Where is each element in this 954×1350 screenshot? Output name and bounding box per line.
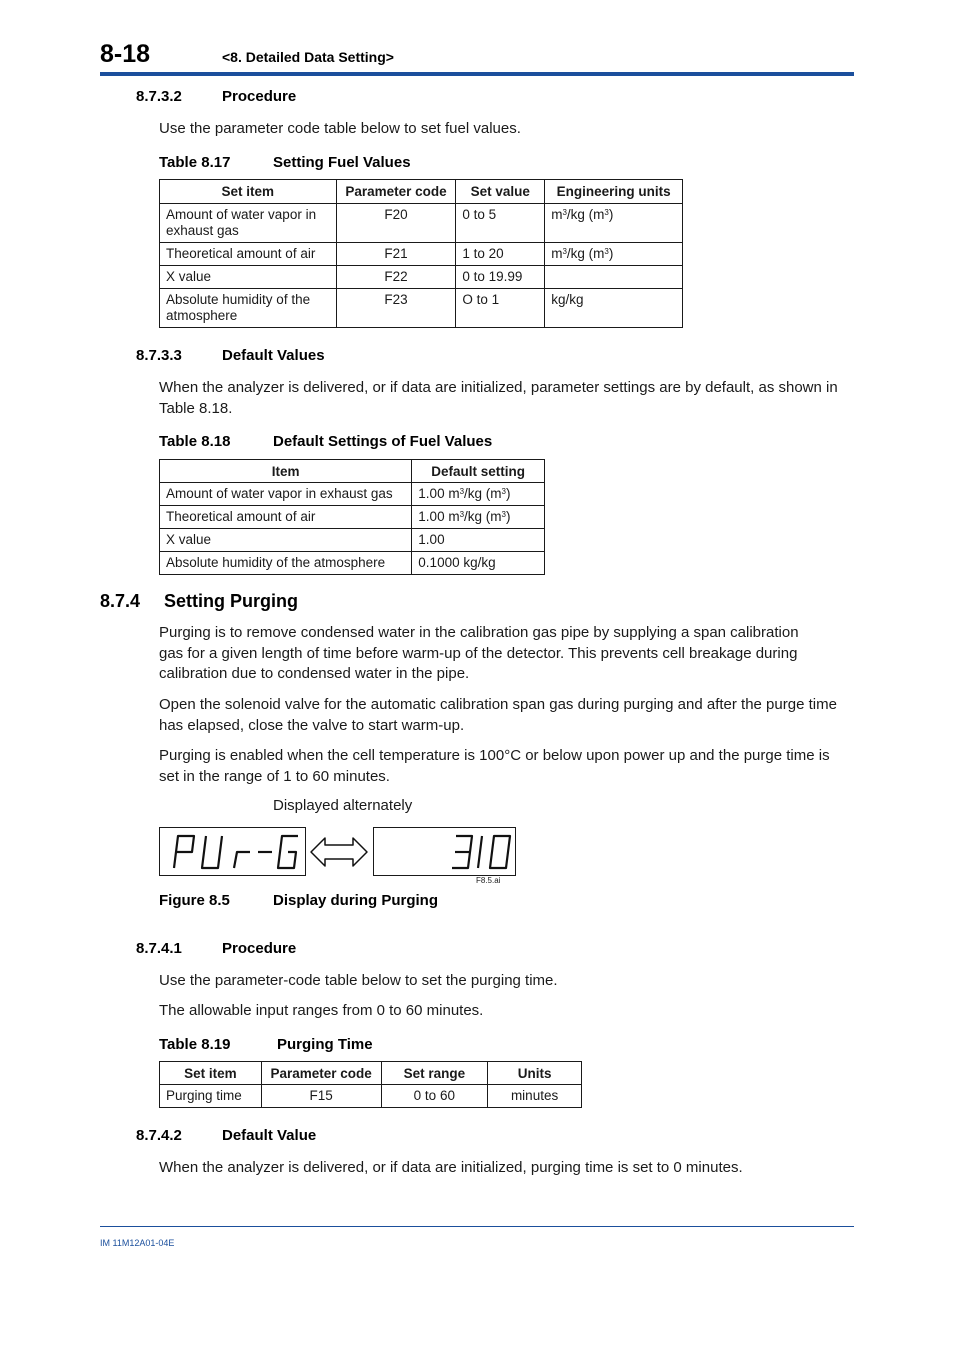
chapter-title: <8. Detailed Data Setting>	[222, 49, 394, 65]
table-row	[160, 289, 683, 328]
column-header: Parameter code	[336, 180, 456, 204]
cell-set-value: 0 to 5	[462, 207, 497, 222]
cell-units: kg/kg	[551, 292, 584, 307]
column-header: Parameter code	[261, 1062, 381, 1085]
table-row	[160, 266, 683, 289]
table-default-fuel-values	[159, 459, 545, 575]
cell-parameter-code: F21	[384, 246, 408, 261]
paragraph: Open the solenoid valve for the automatic calibration span gas during purging and after the purge time has elapsed, close the valve to start warm-up.	[159, 696, 837, 734]
table-row	[160, 506, 545, 529]
table-caption-title: Purging Time	[277, 1036, 373, 1053]
cell-item: Amount of water vapor in exhaust gas	[166, 486, 393, 501]
column-header: Set value	[456, 180, 545, 204]
lcd-display-purg	[159, 815, 306, 876]
table-caption-number: Table 8.18	[159, 433, 231, 450]
cell-set-value: O to 1	[462, 292, 500, 307]
header-rule	[100, 72, 854, 76]
column-header: Set item	[160, 180, 337, 204]
lcd-value-segments	[374, 828, 515, 875]
cell-set-item: Purging time	[166, 1088, 242, 1103]
column-header: Engineering units	[545, 180, 683, 204]
table-caption-number: Table 8.19	[159, 1036, 231, 1053]
section-title: Setting Purging	[164, 591, 298, 611]
lcd-purg-segments	[160, 815, 305, 875]
cell-set-item: Amount of water vapor in exhaust gas	[166, 207, 317, 238]
cell-units: minutes	[510, 1088, 559, 1103]
section-title: Default Value	[222, 1127, 317, 1144]
table-row	[160, 483, 545, 506]
table-row	[160, 552, 545, 575]
paragraph: Use the parameter code table below to set fuel values.	[159, 120, 521, 137]
section-title: Default Values	[222, 347, 325, 364]
footer-rule	[100, 1226, 854, 1227]
paragraph: Use the parameter-code table below to set the purging time.	[159, 972, 558, 989]
cell-units: $m^3/kg$ $(m^3)$	[551, 246, 614, 261]
page-number: 8-18	[100, 40, 151, 68]
table-header-row	[160, 180, 683, 204]
section-title: Procedure	[222, 88, 297, 105]
table-caption-number: Table 8.17	[159, 154, 231, 171]
cell-item: X value	[166, 532, 212, 547]
cell-set-item: X value	[166, 269, 212, 284]
cell-set-value: 0 to 19.99	[462, 269, 523, 284]
svg-text:PUrG: PUrG	[160, 815, 200, 832]
figure-caption-number: Figure 8.5	[159, 892, 230, 909]
paragraph: When the analyzer is delivered, or if data are initialized, purging time is set to 0 minutes.	[159, 1159, 743, 1176]
document-id: IM 11M12A01-04E	[100, 1238, 175, 1248]
paragraph: When the analyzer is delivered, or if data are initialized, parameter settings are by default, as shown in Table 8.18.	[159, 379, 838, 417]
lcd-display-value	[373, 827, 516, 876]
table-setting-fuel-values	[159, 179, 683, 328]
figure-label: Displayed alternately	[273, 797, 413, 814]
table-row	[160, 204, 683, 243]
column-header: Set item	[160, 1062, 262, 1085]
cell-item: Theoretical amount of air	[166, 509, 316, 524]
cell-parameter-code: F15	[309, 1088, 333, 1103]
column-header: Default setting	[412, 460, 545, 483]
cell-parameter-code: F22	[384, 269, 408, 284]
table-header-row	[160, 1062, 582, 1085]
table-purging-time	[159, 1061, 582, 1108]
paragraph: The allowable input ranges from 0 to 60 minutes.	[159, 1002, 484, 1019]
column-header: Units	[488, 1062, 582, 1085]
alternate-arrow-icon	[309, 834, 369, 870]
cell-default-setting: 1.00	[418, 532, 445, 547]
cell-default-setting: 0.1000 kg/kg	[418, 555, 496, 570]
figure-caption-title: Display during Purging	[273, 892, 439, 909]
section-number: 8.7.4.2	[136, 1127, 182, 1144]
cell-default-setting: 1.00 $m^3/kg$ $(m^3)$	[418, 486, 511, 501]
cell-parameter-code: F23	[384, 292, 408, 307]
column-header: Set range	[381, 1062, 488, 1085]
table-row	[160, 1085, 582, 1108]
cell-set-item: Theoretical amount of air	[166, 246, 316, 261]
cell-default-setting: 1.00 $m^3/kg$ $(m^3)$	[418, 509, 511, 524]
section-number: 8.7.4.1	[136, 940, 182, 957]
paragraph: Purging is enabled when the cell temperature is 100°C or below upon power up and the purge time is set in the range of 1 to 60 minutes.	[159, 747, 830, 785]
section-title: Procedure	[222, 940, 297, 957]
table-caption-title: Default Settings of Fuel Values	[273, 433, 493, 450]
cell-set-item: Absolute humidity of the atmosphere	[166, 292, 311, 323]
cell-set-value: 1 to 20	[462, 246, 504, 261]
figure-file-id: F8.5.ai	[476, 876, 501, 885]
section-number: 8.7.3.3	[136, 347, 182, 364]
table-header-row	[160, 460, 545, 483]
paragraph: Purging is to remove condensed water in the calibration gas pipe by supplying a span calibration gas for a given length of time before warm-up of the detector. This prevents cell breakage during calibration due to condensed water in the pipe.	[159, 624, 799, 682]
section-number: 8.7.4	[100, 591, 141, 611]
table-row	[160, 529, 545, 552]
cell-units: $m^3/kg$ $(m^3)$	[551, 207, 614, 222]
cell-parameter-code: F20	[384, 207, 408, 222]
cell-item: Absolute humidity of the atmosphere	[166, 555, 386, 570]
table-row	[160, 243, 683, 266]
cell-units	[551, 266, 676, 269]
column-header: Item	[160, 460, 412, 483]
cell-set-range: 0 to 60	[413, 1088, 455, 1103]
table-caption-title: Setting Fuel Values	[273, 154, 411, 171]
section-number: 8.7.3.2	[136, 88, 182, 105]
